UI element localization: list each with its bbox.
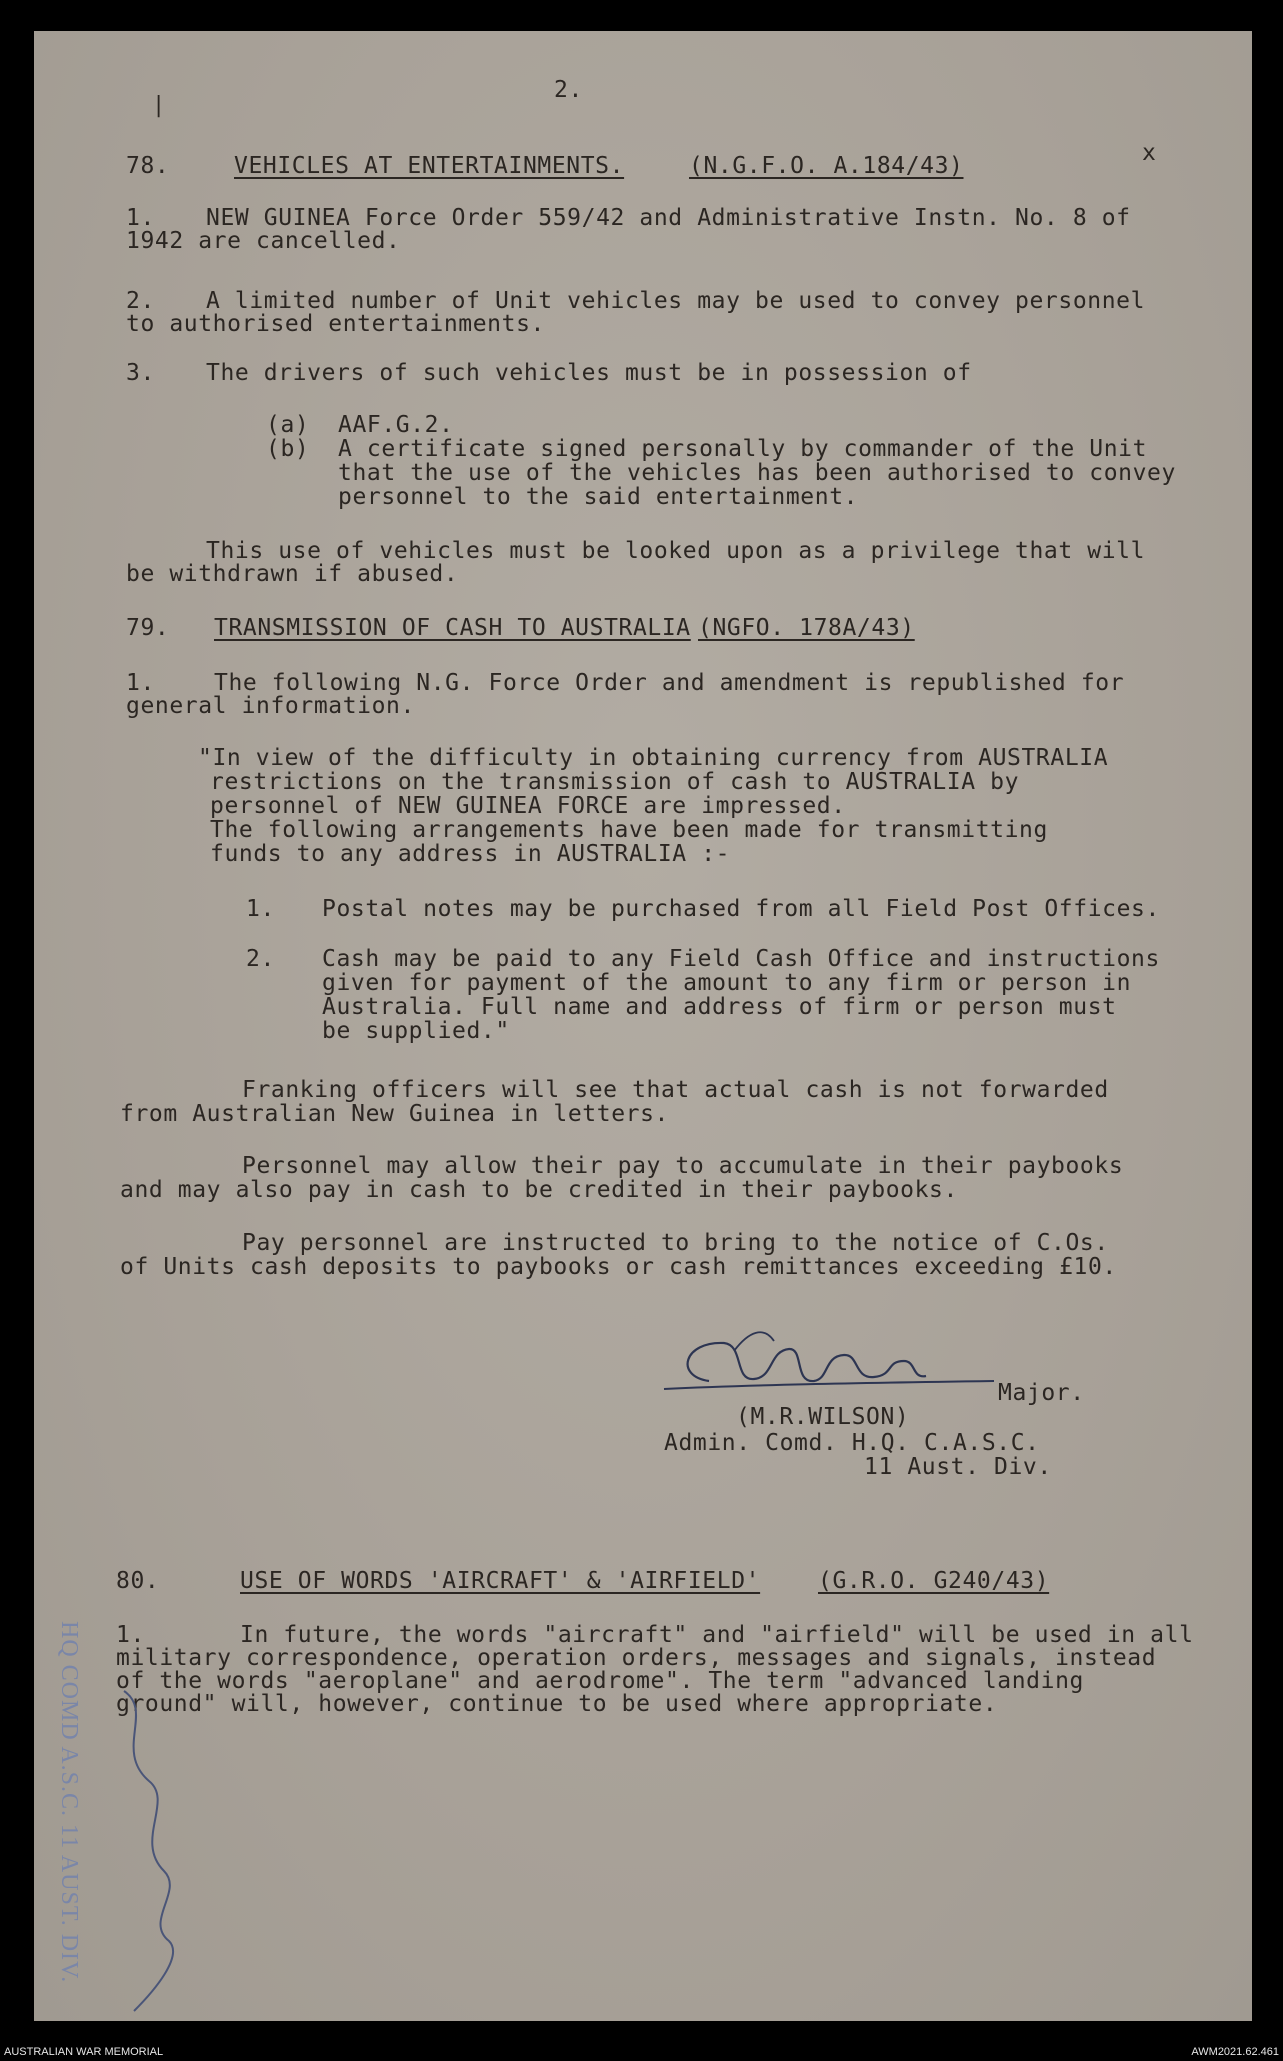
margin-tick-mark: |: [152, 93, 166, 118]
item-label: (a): [266, 412, 310, 438]
section-reference: (N.G.F.O. A.184/43): [689, 153, 964, 179]
para-number: 1.: [116, 1622, 145, 1648]
para-text: The drivers of such vehicles must be in possession of: [206, 360, 972, 386]
quote-text: "In view of the difficulty in obtaining currency from AUSTRALIA: [198, 745, 1109, 771]
section-heading: USE OF WORDS 'AIRCRAFT' & 'AIRFIELD': [240, 1568, 761, 1594]
para-text: general information.: [126, 693, 415, 719]
item-label: (b): [266, 436, 310, 462]
quote-text: restrictions on the transmission of cash to AUSTRALIA by: [210, 769, 1020, 795]
signatory-title: Admin. Comd. H.Q. C.A.S.C.: [664, 1430, 1040, 1456]
para-text: to authorised entertainments.: [126, 311, 545, 337]
signatory-name: (M.R.WILSON): [736, 1404, 910, 1430]
document-page: [34, 31, 1252, 2021]
para-text: from Australian New Guinea in letters.: [120, 1101, 669, 1127]
para-text: In future, the words "aircraft" and "airfield" will be used in all: [240, 1622, 1194, 1648]
para-text: ground" will, however, continue to be used where appropriate.: [116, 1691, 998, 1717]
signatory-rank: Major.: [998, 1380, 1085, 1406]
footer-left-credit: AUSTRALIAN WAR MEMORIAL: [4, 2046, 164, 2058]
section-number: 78.: [126, 153, 170, 179]
stamp-initials-scribble: [94, 1671, 204, 2031]
page-number: 2.: [554, 77, 583, 103]
para-text: 1942 are cancelled.: [126, 228, 401, 254]
para-text: and may also pay in cash to be credited in their paybooks.: [120, 1177, 958, 1203]
para-text: of Units cash deposits to paybooks or cash remittances exceeding £10.: [120, 1254, 1117, 1280]
section-number: 80.: [116, 1568, 160, 1594]
section-number: 79.: [126, 615, 170, 641]
item-text: given for payment of the amount to any firm or person in: [322, 970, 1132, 996]
item-text: personnel to the said entertainment.: [338, 484, 859, 510]
para-number: 2.: [126, 288, 155, 314]
item-number: 1.: [246, 896, 275, 922]
quote-text: funds to any address in AUSTRALIA :-: [210, 841, 731, 867]
quote-text: The following arrangements have been made for transmitting: [210, 817, 1048, 843]
para-text: military correspondence, operation orders, messages and signals, instead: [116, 1645, 1157, 1671]
para-number: 3.: [126, 360, 155, 386]
para-text: of the words "aeroplane" and aerodrome". The term "advanced landing: [116, 1668, 1084, 1694]
section-reference: (G.R.O. G240/43): [818, 1568, 1050, 1594]
para-text: Personnel may allow their pay to accumulate in their paybooks: [242, 1153, 1124, 1179]
section-heading: VEHICLES AT ENTERTAINMENTS.: [234, 153, 625, 179]
para-text: NEW GUINEA Force Order 559/42 and Administrative Instn. No. 8 of: [206, 205, 1131, 231]
item-number: 2.: [246, 946, 275, 972]
item-text: AAF.G.2.: [338, 412, 454, 438]
para-text: A limited number of Unit vehicles may be used to convey personnel: [206, 288, 1146, 314]
item-text: be supplied.": [322, 1018, 510, 1044]
para-text: Pay personnel are instructed to bring to the notice of C.Os.: [242, 1230, 1109, 1256]
unit-rubber-stamp: HQ COMD A.S.C. 11 AUST. DIV.: [56, 1621, 82, 1984]
para-text: This use of vehicles must be looked upon as a privilege that will: [206, 538, 1146, 564]
x-mark: x: [1142, 140, 1157, 166]
item-text: that the use of the vehicles has been authorised to convey: [338, 460, 1176, 486]
item-text: Cash may be paid to any Field Cash Office and instructions: [322, 946, 1160, 972]
item-text: Australia. Full name and address of firm or person must: [322, 994, 1117, 1020]
para-text: The following N.G. Force Order and amendment is republished for: [214, 670, 1125, 696]
item-text: Postal notes may be purchased from all Field Post Offices.: [322, 896, 1160, 922]
para-number: 1.: [126, 670, 155, 696]
section-heading: TRANSMISSION OF CASH TO AUSTRALIA: [214, 615, 691, 641]
footer-right-id: AWM2021.62.461: [1191, 2046, 1279, 2058]
signatory-unit: 11 Aust. Div.: [864, 1454, 1052, 1480]
section-reference: (NGFO. 178A/43): [698, 615, 915, 641]
quote-text: personnel of NEW GUINEA FORCE are impressed.: [210, 793, 846, 819]
handwritten-signature: [654, 1321, 1014, 1411]
para-number: 1.: [126, 205, 155, 231]
para-text: Franking officers will see that actual cash is not forwarded: [242, 1077, 1109, 1103]
item-text: A certificate signed personally by commander of the Unit: [338, 436, 1148, 462]
para-text: be withdrawn if abused.: [126, 561, 459, 587]
